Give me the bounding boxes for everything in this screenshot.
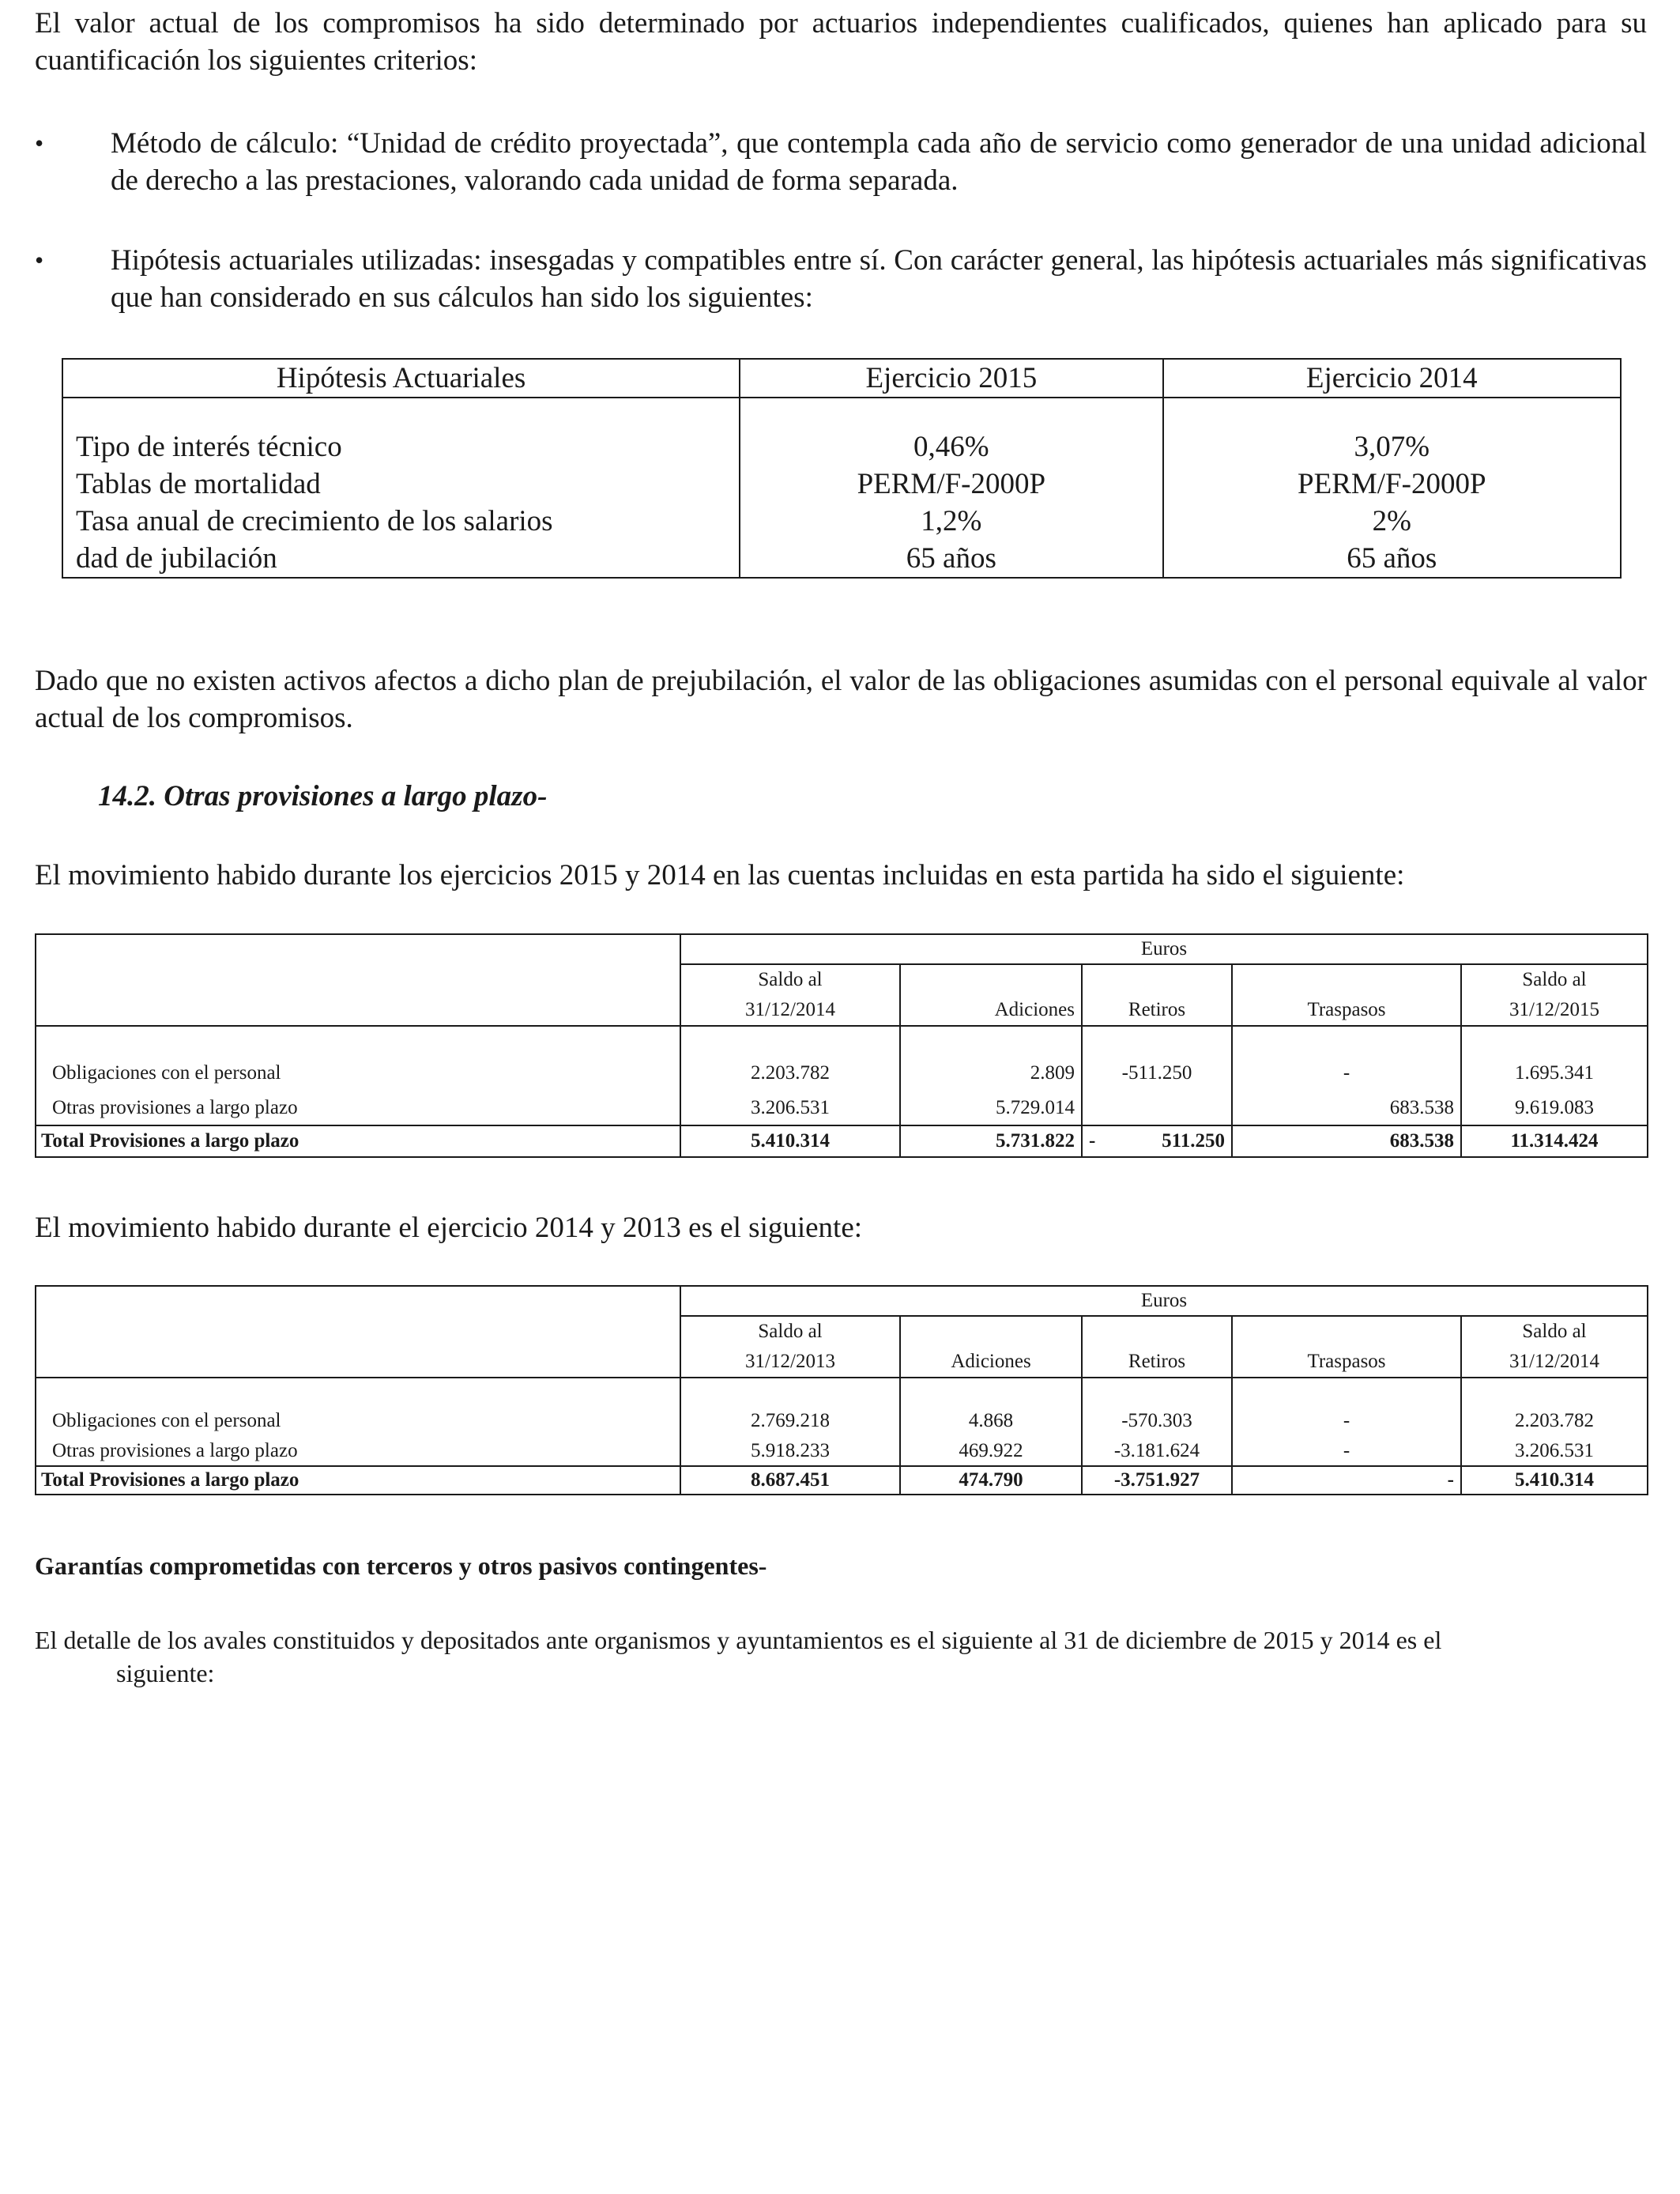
- table-cell: 2.769.218: [680, 1406, 900, 1436]
- table-header-row: [36, 1346, 1648, 1378]
- hypothesis-labels: [62, 398, 740, 578]
- bullet-icon: •: [35, 246, 44, 274]
- total-value: 511.250: [1162, 1130, 1225, 1152]
- hypothesis-label: Tasa anual de crecimiento de los salarios: [76, 505, 553, 537]
- column-header: Traspasos: [1232, 1346, 1461, 1378]
- table-cell: 5.729.014: [900, 1091, 1082, 1125]
- value-cell: 65 años: [1347, 542, 1437, 575]
- table-cell: -: [1232, 1406, 1461, 1436]
- currency-header: Euros: [680, 934, 1648, 964]
- table-row: [36, 1091, 1648, 1125]
- value-cell: 1,2%: [921, 505, 982, 537]
- table-cell: 1.695.341: [1461, 1056, 1648, 1091]
- column-header: Hipótesis Actuariales: [62, 359, 740, 398]
- value-cell: 3,07%: [1354, 431, 1430, 463]
- value-cell: 0,46%: [913, 431, 989, 463]
- table-cell: 3.206.531: [1461, 1436, 1648, 1466]
- bullet-icon: •: [35, 129, 44, 157]
- total-cell: 474.790: [900, 1466, 1082, 1495]
- total-cell: 8.687.451: [680, 1466, 900, 1495]
- value-cell: PERM/F-2000P: [857, 468, 1046, 500]
- intro-paragraph: El valor actual de los compromisos ha sido determinado por actuarios independientes cualificados, quienes han aplicado para su cuantificación los siguientes criterios:: [35, 7, 1647, 77]
- table-body-row: [62, 398, 1621, 578]
- currency-header: Euros: [680, 1286, 1648, 1316]
- value-cell: 65 años: [906, 542, 996, 575]
- guarantees-line: siguiente:: [116, 1659, 215, 1687]
- value-cell: PERM/F-2000P: [1298, 468, 1486, 500]
- row-label: Obligaciones con el personal: [36, 1406, 680, 1436]
- column-header: Retiros: [1082, 994, 1232, 1026]
- column-header: Ejercicio 2014: [1163, 359, 1621, 398]
- column-header: 31/12/2015: [1461, 994, 1648, 1026]
- total-row: [36, 1125, 1648, 1157]
- movement-2015-paragraph: El movimiento habido durante los ejercicios 2015 y 2014 en las cuentas incluidas en esta partida ha sido el siguiente:: [35, 859, 1405, 892]
- total-cell: -3.751.927: [1082, 1466, 1232, 1495]
- table-cell: 2.203.782: [1461, 1406, 1648, 1436]
- table-cell: 469.922: [900, 1436, 1082, 1466]
- total-label: Total Provisiones a largo plazo: [36, 1125, 680, 1157]
- column-header: Saldo al: [1461, 1316, 1648, 1346]
- table-cell: -570.303: [1082, 1406, 1232, 1436]
- table-cell: 3.206.531: [680, 1091, 900, 1125]
- table-cell: -: [1232, 1056, 1461, 1091]
- table-cell: 9.619.083: [1461, 1091, 1648, 1125]
- assets-paragraph: Dado que no existen activos afectos a dicho plan de prejubilación, el valor de las obligaciones asumidas con el personal equivale al valor actual de los compromisos.: [35, 665, 1647, 734]
- hypothesis-label: Tablas de mortalidad: [76, 468, 321, 500]
- hypothesis-label: Tipo de interés técnico: [76, 431, 342, 463]
- table-cell: 2.203.782: [680, 1056, 900, 1091]
- total-cell: 683.538: [1232, 1125, 1461, 1157]
- table-row: [36, 1406, 1648, 1436]
- total-cell: 5.410.314: [1461, 1466, 1648, 1495]
- total-cell: 11.314.424: [1461, 1125, 1648, 1157]
- table-cell: 683.538: [1232, 1091, 1461, 1125]
- column-header: 31/12/2014: [680, 994, 900, 1026]
- total-cell: 5.410.314: [680, 1125, 900, 1157]
- table-cell: 4.868: [900, 1406, 1082, 1436]
- table-cell: -3.181.624: [1082, 1436, 1232, 1466]
- hypothesis-label: dad de jubilación: [76, 542, 277, 575]
- bullet-hypotheses: Hipótesis actuariales utilizadas: insesgadas y compatibles entre sí. Con carácter general, las hipótesis actuariales más significativas que han considerado en sus cálculos han sido los siguientes:: [111, 244, 1647, 314]
- table-header-row: [36, 934, 1648, 964]
- column-header: Saldo al: [1461, 964, 1648, 994]
- column-header: Traspasos: [1232, 994, 1461, 1026]
- total-cell: [1082, 1125, 1232, 1157]
- row-label: Obligaciones con el personal: [36, 1056, 680, 1091]
- provisions-movement-2015-table: [35, 933, 1648, 1158]
- table-cell: -: [1232, 1436, 1461, 1466]
- actuarial-hypotheses-table: [62, 358, 1622, 579]
- column-header: Saldo al: [680, 1316, 900, 1346]
- section-heading: 14.2. Otras provisiones a largo plazo-: [98, 780, 548, 812]
- table-header-row: [36, 994, 1648, 1026]
- column-header: Adiciones: [900, 994, 1082, 1026]
- table-cell: 2.809: [900, 1056, 1082, 1091]
- table-cell: 5.918.233: [680, 1436, 900, 1466]
- table-header-row: [36, 1316, 1648, 1346]
- guarantees-heading: Garantías comprometidas con terceros y otros pasivos contingentes-: [35, 1551, 767, 1580]
- value-cell: 2%: [1372, 505, 1411, 537]
- table-header-row: [36, 1286, 1648, 1316]
- table-header-row: [36, 964, 1648, 994]
- values-2014: [1163, 398, 1621, 578]
- guarantees-line: El detalle de los avales constituidos y depositados ante organismos y ayuntamientos es el siguiente al 31 de diciembre de 2015 y 2014 es el: [35, 1626, 1442, 1654]
- row-label: Otras provisiones a largo plazo: [36, 1091, 680, 1125]
- total-row: [36, 1466, 1648, 1495]
- table-cell: [1082, 1091, 1232, 1125]
- column-header: Retiros: [1082, 1346, 1232, 1378]
- movement-2014-paragraph: El movimiento habido durante el ejercicio 2014 y 2013 es el siguiente:: [35, 1212, 863, 1244]
- column-header: Saldo al: [680, 964, 900, 994]
- table-header-row: [62, 359, 1621, 398]
- column-header: Adiciones: [900, 1346, 1082, 1378]
- minus-sign: -: [1089, 1130, 1096, 1152]
- table-row: [36, 1056, 1648, 1091]
- bullet-calc-method: Método de cálculo: “Unidad de crédito proyectada”, que contempla cada año de servicio como generador de una unidad adicional de derecho a las prestaciones, valorando cada unidad de forma separada.: [111, 127, 1647, 197]
- column-header: Ejercicio 2015: [740, 359, 1162, 398]
- column-header: 31/12/2013: [680, 1346, 900, 1378]
- table-cell: -511.250: [1082, 1056, 1232, 1091]
- values-2015: [740, 398, 1162, 578]
- column-header: 31/12/2014: [1461, 1346, 1648, 1378]
- provisions-movement-2014-table: [35, 1285, 1648, 1495]
- guarantees-paragraph: [35, 1623, 1647, 1690]
- total-label: Total Provisiones a largo plazo: [36, 1466, 680, 1495]
- total-cell: 5.731.822: [900, 1125, 1082, 1157]
- table-row: [36, 1436, 1648, 1466]
- total-cell: -: [1232, 1466, 1461, 1495]
- row-label: Otras provisiones a largo plazo: [36, 1436, 680, 1466]
